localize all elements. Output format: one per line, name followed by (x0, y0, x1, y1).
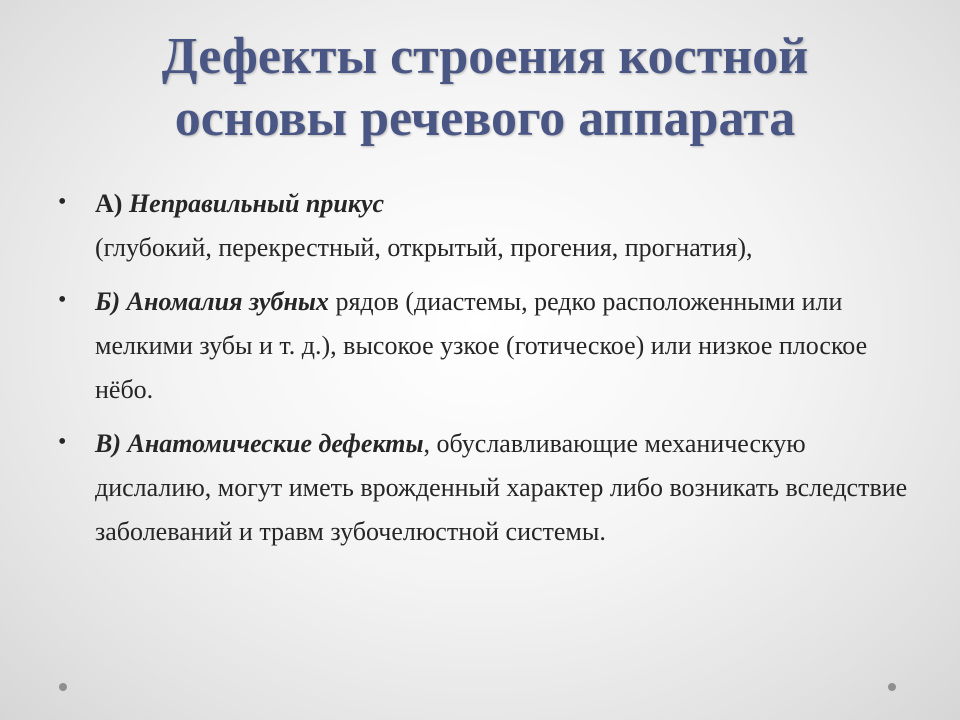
bullet-text-c (95, 422, 918, 554)
bullet-text-a (95, 182, 918, 270)
bullet-item-b (58, 280, 918, 412)
bullet-icon: • (58, 189, 67, 215)
bullet-lead: Б) Аномалия зубных (95, 287, 329, 316)
corner-dot-icon (888, 683, 896, 691)
bullet-text-b (95, 280, 918, 412)
bullet-lead-prefix: А) (95, 189, 123, 218)
bullet-lead: В) Анатомические дефекты (95, 429, 424, 458)
bullet-lead: Неправильный прикус (122, 189, 385, 218)
bullet-description: рядов (диастемы, редко расположенными или мелкими зубы и т. д.), высокое узкое (готическое) или низкое плоское нёбо. (95, 287, 868, 404)
bullet-icon: • (58, 287, 67, 313)
bullet-item-c (58, 422, 918, 554)
bullet-icon: • (58, 429, 67, 455)
bullet-description: , обуславливающие механическую дислалию, могут иметь врожденный характер либо возникать вследствие заболеваний и травм зубочелюстной системы. (95, 429, 908, 546)
bullet-list (58, 182, 918, 564)
bullet-item-a (58, 182, 918, 270)
title-line-2: основы речевого аппарата (174, 90, 796, 147)
bullet-description: (глубокий, перекрестный, открытый, прогения, прогнатия), (95, 233, 753, 262)
corner-dot-icon (59, 683, 67, 691)
slide-title (60, 26, 910, 150)
title-line-1: Дефекты строения костной (161, 28, 809, 85)
